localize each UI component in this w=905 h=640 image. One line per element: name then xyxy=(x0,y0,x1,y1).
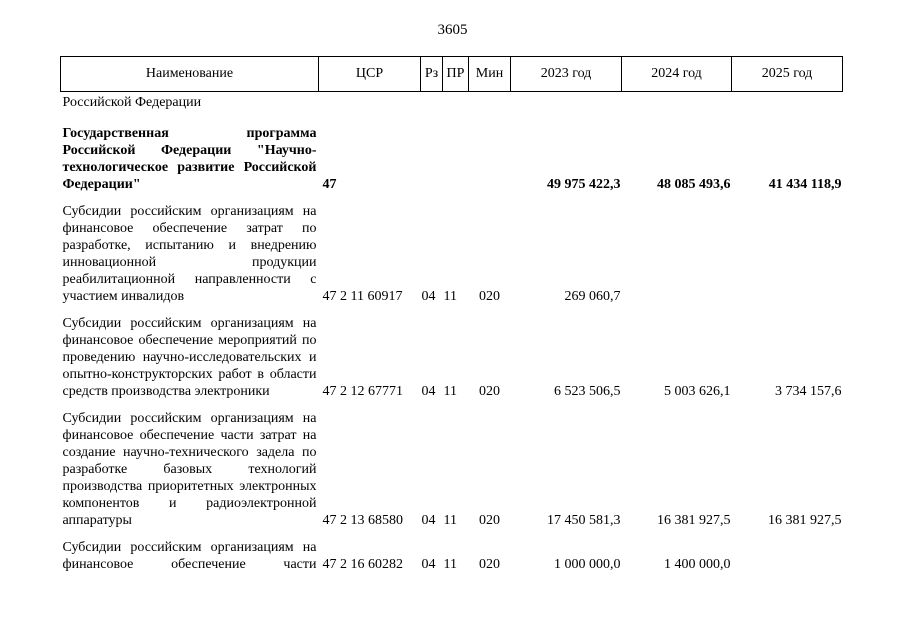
header-min: Мин xyxy=(469,57,511,92)
row-rz: 04 xyxy=(421,289,436,304)
row-2023: 269 060,7 xyxy=(564,289,621,304)
row-2024: 48 085 493,6 xyxy=(657,177,731,192)
row-min: 020 xyxy=(479,513,500,528)
row-csr xyxy=(319,92,421,112)
row-2024 xyxy=(622,92,732,112)
table-row xyxy=(61,92,843,112)
row-2025 xyxy=(732,529,843,573)
row-name: Субсидии российским организациям на финансовое обеспечение затрат по разработке, испытанию и внедрению инновационной продукции реабилитационной направленности с участием инвалидов xyxy=(62,204,317,304)
row-csr: 47 2 12 67771 xyxy=(322,384,403,399)
row-name: Субсидии российским организациям на финансовое обеспечение мероприятий по проведению научно-исследовательских и опытно-конструкторских работ в области средств производства электроники xyxy=(62,316,317,399)
table-row xyxy=(61,400,843,529)
row-pr: 11 xyxy=(443,513,457,528)
row-pr xyxy=(443,111,469,193)
row-2023: 6 523 506,5 xyxy=(554,384,621,399)
row-2023: 17 450 581,3 xyxy=(547,513,621,528)
row-csr: 47 2 16 60282 xyxy=(322,557,403,572)
row-rz: 04 xyxy=(421,557,436,572)
row-2023: 1 000 000,0 xyxy=(554,557,621,572)
row-min: 020 xyxy=(479,384,500,399)
table-row xyxy=(61,193,843,305)
row-2025: 16 381 927,5 xyxy=(768,513,842,528)
table-row xyxy=(61,111,843,193)
row-min: 020 xyxy=(479,557,500,572)
header-csr: ЦСР xyxy=(319,57,421,92)
row-pr xyxy=(443,92,469,112)
row-2025: 3 734 157,6 xyxy=(775,384,842,399)
row-2024 xyxy=(622,193,732,305)
row-csr: 47 xyxy=(322,177,337,192)
table-header-row xyxy=(61,57,843,92)
row-2024: 1 400 000,0 xyxy=(664,557,731,572)
row-2023: 49 975 422,3 xyxy=(547,177,621,192)
header-2024: 2024 год xyxy=(622,57,732,92)
row-2024: 5 003 626,1 xyxy=(664,384,731,399)
row-2025: 41 434 118,9 xyxy=(768,177,842,192)
row-pr: 11 xyxy=(443,384,457,399)
header-2023: 2023 год xyxy=(511,57,622,92)
row-min xyxy=(469,92,511,112)
header-name: Наименование xyxy=(61,57,319,92)
row-2023 xyxy=(511,92,622,112)
row-pr: 11 xyxy=(443,289,457,304)
row-name: Российской Федерации xyxy=(62,95,202,110)
row-csr: 47 2 11 60917 xyxy=(322,289,403,304)
row-name: Субсидии российским организациям на финансовое обеспечение части затрат на создание научно-технического задела по разработке базовых технологий производства приоритетных электронных компонентов и радиоэлектронной аппаратуры xyxy=(62,411,317,528)
row-rz: 04 xyxy=(421,384,436,399)
row-name: Государственная программа Российской Федерации "Научно-технологическое развитие Российской Федерации" xyxy=(62,126,317,192)
row-2025 xyxy=(732,92,843,112)
row-rz xyxy=(421,111,443,193)
header-rz: Рз xyxy=(421,57,443,92)
table-row xyxy=(61,305,843,400)
header-pr: ПР xyxy=(443,57,469,92)
row-rz: 04 xyxy=(421,513,436,528)
budget-table xyxy=(60,56,843,573)
page-number: 3605 xyxy=(437,22,468,38)
table-row xyxy=(61,529,843,573)
row-2024: 16 381 927,5 xyxy=(657,513,731,528)
row-rz xyxy=(421,92,443,112)
row-name: Субсидии российским организациям на финансовое обеспечение части xyxy=(62,540,317,572)
row-pr: 11 xyxy=(443,557,457,572)
header-2025: 2025 год xyxy=(732,57,843,92)
row-min xyxy=(469,111,511,193)
row-2025 xyxy=(732,193,843,305)
row-csr: 47 2 13 68580 xyxy=(322,513,403,528)
row-min: 020 xyxy=(479,289,500,304)
